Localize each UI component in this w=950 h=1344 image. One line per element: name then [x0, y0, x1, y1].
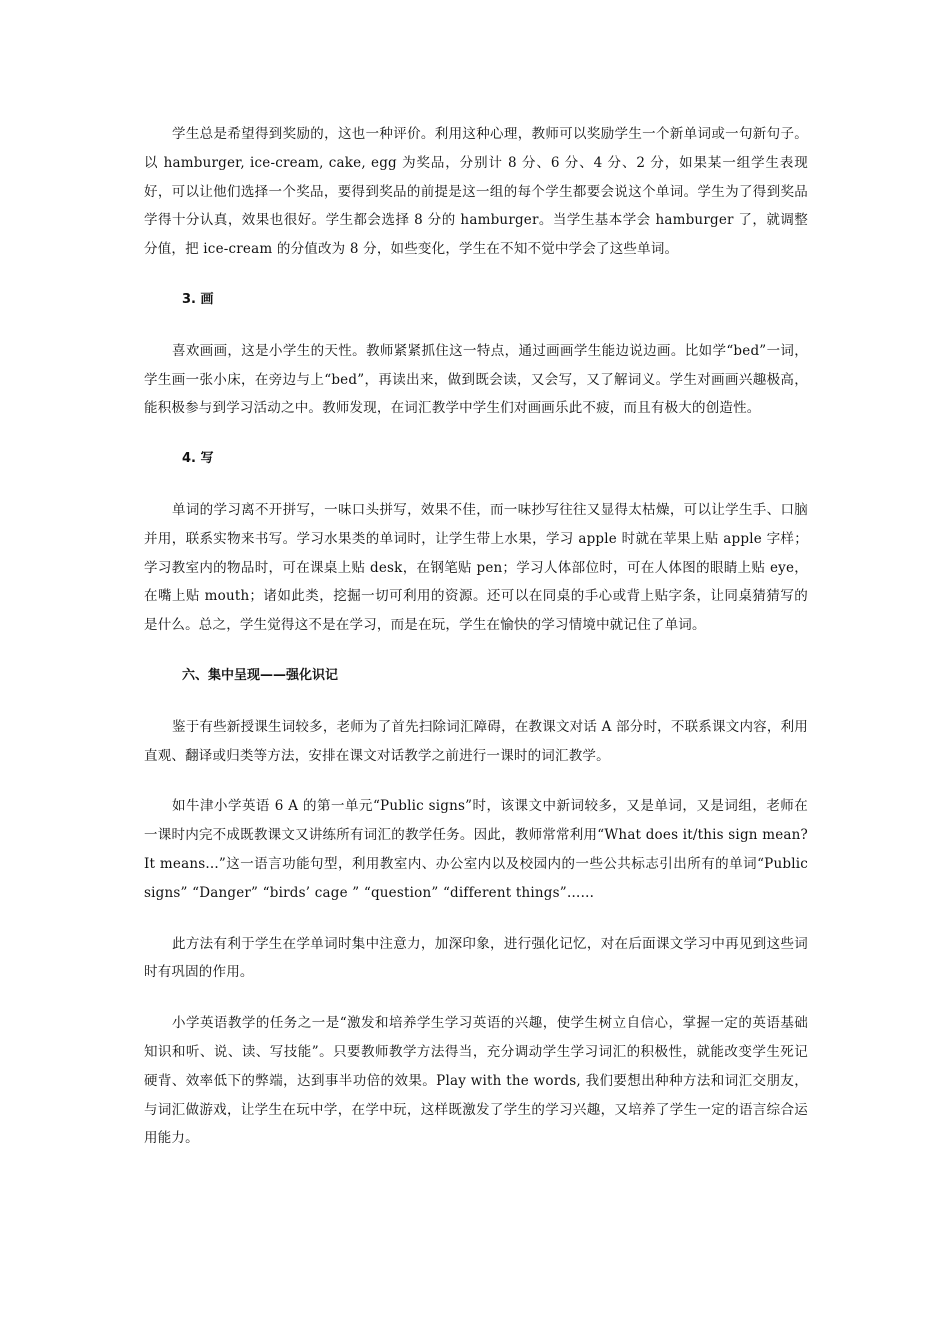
- heading-draw: 3. 画: [182, 291, 214, 307]
- paragraph-method-benefit: 此方法有利于学生在学单词时集中注意力，加深印象，进行强化记忆，对在后面课文学习中再见到这些词时有巩固的作用。: [144, 935, 808, 981]
- document-body: [144, 120, 808, 1175]
- paragraph-vocab-first: 鉴于有些新授课生词较多，老师为了首先扫除词汇障碍，在教课文对话 A 部分时，不联系课文内容，利用直观、翻译或归类等方法，安排在课文对话教学之前进行一课时的词汇教学。: [144, 718, 808, 764]
- paragraph-conclusion: 小学英语教学的任务之一是“激发和培养学生学习英语的兴趣，使学生树立自信心，掌握一定的英语基础知识和听、说、读、写技能”。只要教师教学方法得当，充分调动学生学习词汇的积极性，就能改变学生死记硬背、效率低下的弊端，达到事半功倍的效果。Play with the words, 我们要想出种种方法和词汇交朋友，与词汇做游戏，让学生在玩中学，在学中玩，这样既激发了学生的学习兴趣，又培养了学生一定的语言综合运用能力。: [144, 1015, 808, 1147]
- paragraph-write: 单词的学习离不开拼写，一味口头拼写，效果不佳，而一味抄写往往又显得太枯燥，可以让学生手、口脑并用，联系实物来书写。学习水果类的单词时，让学生带上水果，学习 apple 时就在苹果上贴 apple 字样；学习教室内的物品时，可在课桌上贴 desk，在钢笔贴 pen；学习人体部位时，可在人体图的眼睛上贴 eye，在嘴上贴 mouth；诸如此类，挖掘一切可利用的资源。还可以在同桌的手心或背上贴字条，让同桌猜猜写的是什么。总之，学生觉得这不是在学习，而是在玩，学生在愉快的学习情境中就记住了单词。: [144, 501, 808, 634]
- heading-section-six: 六、集中呈现——强化识记: [182, 667, 339, 683]
- paragraph-draw: 喜欢画画，这是小学生的天性。教师紧紧抓住这一特点，通过画画学生能边说边画。比如学“bed”一词，学生画一张小床，在旁边与上“bed”，再读出来，做到既会读，又会写，又了解词义。学生对画画兴趣极高，能积极参与到学习活动之中。教师发现，在词汇教学中学生们对画画乐此不疲，而且有极大的创造性。: [144, 342, 808, 417]
- heading-write: 4. 写: [182, 451, 214, 467]
- paragraph-public-signs: 如牛津小学英语 6 A 的第一单元“Public signs”时，该课文中新词较多，又是单词，又是词组，老师在一课时内完不成既教课文又讲练所有词汇的教学任务。因此，教师常常利用“What does it/this sign mean? It means...”这一语言功能句型，利用教室内、办公室内以及校园内的一些公共标志引出所有的单词“Public signs” “Danger” “birds’ cage ” “question” “different things”……: [144, 798, 808, 901]
- paragraph-reward: 学生总是希望得到奖励的，这也一种评价。利用这种心理，教师可以奖励学生一个新单词或一句新句子。以 hamburger, ice-cream, cake, egg 为奖品，分别计 8 分、6 分、4 分、2 分，如果某一组学生表现好，可以让他们选择一个奖品，要得到奖品的前提是这一组的每个学生都要会说这个单词。学生为了得到奖品学得十分认真，效果也很好。学生都会选择 8 分的 hamburger。当学生基本学会 hamburger 了，就调整分值，把 ice-cream 的分值改为 8 分，如些变化，学生在不知不觉中学会了这些单词。: [144, 126, 808, 258]
